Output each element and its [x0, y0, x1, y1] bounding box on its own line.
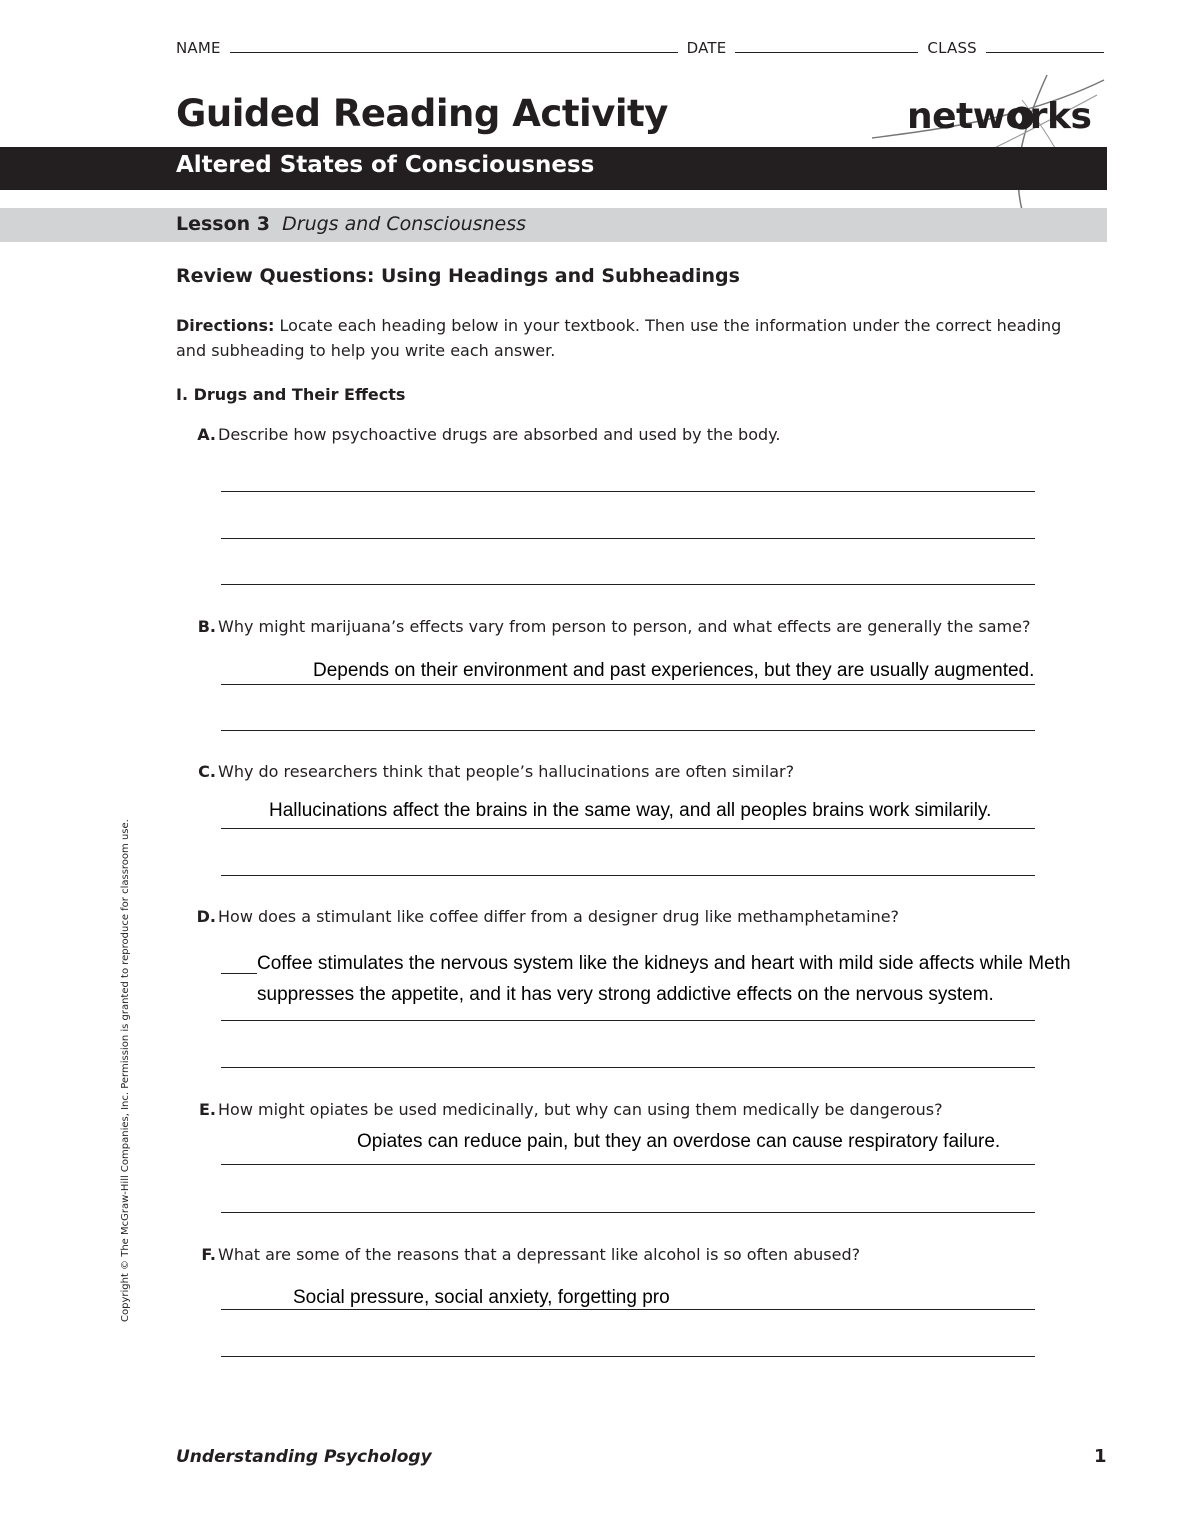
answer-text[interactable]: Coffee stimulates the nervous system like the kidneys and heart with mild side affects while Meth [257, 953, 1071, 974]
question-text: Describe how psychoactive drugs are absorbed and used by the body. [218, 425, 781, 444]
page-number: 1 [1094, 1446, 1107, 1467]
lesson-label: Lesson 3 [176, 213, 271, 235]
answer-text[interactable]: Opiates can reduce pain, but they an overdose can cause respiratory failure. [357, 1131, 1001, 1152]
name-field[interactable] [230, 38, 678, 53]
question-letter: A. [197, 425, 216, 444]
part-heading: I. Drugs and Their Effects [176, 385, 406, 404]
header-fields [176, 38, 1108, 57]
question-text: How does a stimulant like coffee differ from a designer drug like methamphetamine? [218, 907, 900, 926]
answer-text[interactable]: Social pressure, social anxiety, forgetting pro [293, 1287, 670, 1308]
question-letter: C. [198, 762, 216, 781]
date-field[interactable] [735, 38, 918, 53]
answer-line[interactable] [221, 828, 1035, 829]
answer-line[interactable] [221, 491, 1035, 492]
question-letter: F. [201, 1245, 216, 1264]
copyright-notice: Copyright © The McGraw-Hill Companies, Inc. Permission is granted to reproduce for classroom use. [120, 819, 131, 1322]
directions [176, 313, 1096, 363]
name-label: NAME [176, 39, 221, 57]
answer-line[interactable] [221, 973, 257, 974]
class-label: CLASS [927, 39, 977, 57]
answer-text[interactable]: Hallucinations affect the brains in the same way, and all peoples brains work similarily. [269, 800, 992, 821]
question-text: What are some of the reasons that a depressant like alcohol is so often abused? [218, 1245, 861, 1264]
question-b [192, 617, 1030, 636]
lesson-heading [176, 213, 526, 235]
answer-line[interactable] [221, 1020, 1035, 1021]
section-heading: Review Questions: Using Headings and Subheadings [176, 265, 740, 287]
answer-line[interactable] [221, 1212, 1035, 1213]
answer-line[interactable] [221, 1164, 1035, 1165]
answer-text[interactable]: Depends on their environment and past experiences, but they are usually augmented. [313, 660, 1035, 681]
answer-line[interactable] [221, 684, 1035, 685]
question-e [192, 1100, 943, 1119]
question-letter: B. [197, 617, 216, 636]
question-text: Why do researchers think that people’s hallucinations are often similar? [218, 762, 795, 781]
answer-text[interactable]: suppresses the appetite, and it has very strong addictive effects on the nervous system. [257, 984, 994, 1005]
question-f [192, 1245, 860, 1264]
question-letter: D. [196, 907, 216, 926]
question-d [192, 907, 899, 926]
answer-line[interactable] [221, 875, 1035, 876]
networks-logo-text: networks [907, 96, 1092, 137]
question-c [192, 762, 794, 781]
question-a [192, 425, 780, 444]
question-text: Why might marijuana’s effects vary from person to person, and what effects are generally the same? [218, 617, 1031, 636]
lesson-bar [0, 208, 1107, 242]
date-label: DATE [686, 39, 727, 57]
answer-line[interactable] [221, 1067, 1035, 1068]
directions-text: Locate each heading below in your textbook. Then use the information under the correct heading and subheading to help you write each answer. [176, 316, 1062, 360]
class-field[interactable] [986, 38, 1104, 53]
answer-line[interactable] [221, 730, 1035, 731]
answer-line[interactable] [221, 584, 1035, 585]
answer-line[interactable] [221, 1309, 1035, 1310]
page-title: Guided Reading Activity [176, 92, 668, 135]
question-text: How might opiates be used medicinally, but why can using them medically be dangerous? [218, 1100, 943, 1119]
chapter-title: Altered States of Consciousness [176, 152, 595, 178]
answer-line[interactable] [221, 1356, 1035, 1357]
footer-book-title: Understanding Psychology [176, 1447, 432, 1467]
directions-label: Directions: [176, 316, 275, 335]
lesson-title: Drugs and Consciousness [282, 213, 527, 235]
answer-line[interactable] [221, 538, 1035, 539]
question-letter: E. [198, 1100, 216, 1119]
